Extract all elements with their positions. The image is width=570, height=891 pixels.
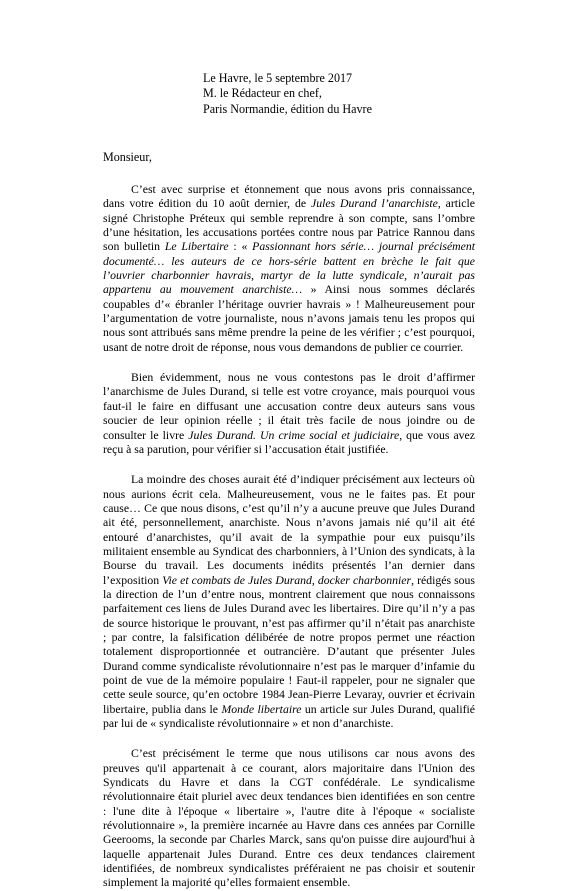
body-text: Bien évidemment, nous ne vous contestons pas le droit d’affirmer l’anarchisme de Jules Durand, si telle est votre croyance, mais pourquoi vous faut-il le faire en diffusant une accusation contre deux auteurs sans vous soucier de leur opinion réelle ; il était très facile de nous joindre ou de consulter le livre: [103, 371, 475, 442]
body-text: , rédigés sous la direction de l’un d’entre nous, montrent clairement que nous connaissons parfaitement ces liens de Jules Durand avec les libertaires. Dire qu’il n’y a pas de source historique le prouvant, n’est pas affirmer qu’il n’était pas anarchiste ; par contre, la falsification délibérée de notre propos permet une réaction totalement disproportionnée et outrancière. D’autant que présenter Jules Durand comme syndicaliste révolutionnaire n’est pas le marquer d’infamie du point de vue de la mémoire populaire ! Faut-il rappeler, pour ne signaler que cette seule source, qu’en octobre 1984 Jean-Pierre Levaray, ouvrier et écrivain libertaire, publia dans le: [103, 573, 476, 716]
place-date: Le Havre, le 5 septembre 2017: [203, 71, 353, 85]
italic-text: Vie et combats de Jules Durand, docker charbonnier: [162, 573, 412, 587]
body-text: , article signé Christophe Préteux qui semble reprendre à son compte, sans l’ombre d’une hésitation, les accusations portées contre nous par Patrice Rannou dans son bulletin: [103, 197, 476, 254]
italic-text: Jules Durand. Un crime social et judiciaire: [188, 428, 400, 442]
letter-header: [203, 71, 372, 117]
publication-line: Paris Normandie, édition du Havre: [203, 101, 372, 116]
italic-text: Le Libertaire: [164, 240, 229, 254]
body-text: C’est avec surprise et étonnement que nous avons pris connaissance, dans votre édition du 10 août dernier, de: [103, 183, 475, 211]
paragraph: [103, 371, 475, 457]
body-text: C’est précisément le terme que nous utilisons car nous avons des preuves qu'il appartenait à ce courant, alors majoritaire dans l'Union des Syndicats du Havre et dans la CGT confédérale. Le syndicalisme révolutionnaire était pluriel avec deux tendances bien identifiées en son centre : l'une dite à l'époque « libertaire », l'autre dite à l'époque « socialiste révolutionnaire », la première incarnée au Havre dans ces années par Cornille Geerooms, la seconde par Charles Marck, sans qu'on puisse dire aujourd'hui à laquelle appartenait Jules Durand. Entre ces deux tendances clairement identifiées, de nombreux syndicalistes préféraient ne pas choisir et soutenir simplement la majorité qu’elles formaient ensemble.: [103, 747, 475, 890]
paragraph: [103, 473, 475, 731]
body-text: » Ainsi nous sommes déclarés coupables d’« ébranler l’héritage ouvrier havrais » ! Malheureusement pour l’argumentation de votre journaliste, nous n’avons jamais tenu les propos qui nous sont attribués sans même prendre la peine de les vérifier ; c’est pourquoi, usant de notre droit de réponse, nous vous demandons de publier ce courrier.: [103, 283, 475, 354]
body-text: un article sur Jules Durand, qualifié par lui de « syndicaliste révolutionnaire » et non d’anarchiste.: [103, 702, 476, 731]
body-text: : «: [228, 240, 253, 254]
salutation: Monsieur,: [103, 150, 152, 164]
italic-text: Monde libertaire: [221, 702, 302, 716]
paragraph: [103, 183, 475, 355]
italic-text: Passionnant hors série… journal précisément documenté… les auteurs de ce hors-série battent en brèche le fait que l’ouvrier charbonnier havrais, martyr de la lutte syndicale, n’aurait pas appartenu au mouvement anarchiste…: [103, 240, 476, 297]
letter-body: [103, 183, 475, 891]
paragraph: [103, 747, 475, 890]
recipient-line: M. le Rédacteur en chef,: [203, 86, 322, 101]
italic-text: Jules Durand l’anarchiste: [311, 197, 438, 211]
body-text: , que vous avez reçu à sa parution, pour vérifier si l’accusation était justifiée.: [103, 428, 475, 456]
body-text: La moindre des choses aurait été d’indiquer précisément aux lecteurs où nous aurions écrit cela. Malheureusement, vous ne le faites pas. Et pour cause… Ce que nous disons, c’est qu’il n’y a aucune preuve que Jules Durand ait été, personnellement, anarchiste. Nous n’avons jamais nié qu’il ait été entouré d’anarchistes, qu’il avait de la sympathie pour eux puisqu’ils militaient ensemble au Syndicat des charbonniers, à l’Union des syndicats, à la Bourse du travail. Les documents inédits présentés l’an dernier dans l’exposition: [103, 473, 475, 587]
